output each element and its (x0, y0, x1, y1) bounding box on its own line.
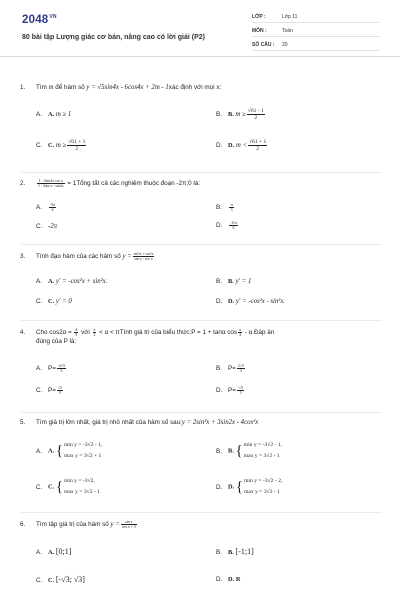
option-text: P= (48, 365, 56, 373)
fraction-numerator: -5π (50, 203, 56, 207)
system-line: min y = -3√2 - 1, (64, 442, 103, 448)
meta-value: Lớp 11 (282, 14, 298, 20)
option-d[interactable] (216, 386, 245, 395)
question-5 (20, 418, 382, 508)
site-logo[interactable] (22, 14, 57, 26)
option-label: D. (216, 222, 223, 230)
fraction-denominator: 3 (239, 391, 242, 395)
question-3 (20, 252, 382, 314)
option-text: y' = -cos²x - sin²x. (235, 298, 286, 305)
stem-fraction (121, 520, 137, 529)
option-label: A. (36, 111, 42, 118)
option-letter: B. (228, 278, 234, 285)
fraction-numerator: 2√5 (237, 364, 244, 368)
question-number: 6. (20, 521, 26, 528)
system-line: min y = -3√2 - 2, (244, 478, 283, 484)
option-text: m < (235, 142, 248, 150)
option-system (64, 440, 102, 462)
option-c[interactable] (36, 298, 72, 306)
fraction-numerator: -√5 (237, 386, 244, 390)
fraction-numerator: √61 + 1 (249, 139, 267, 145)
fraction-denominator: 6 (232, 226, 235, 230)
option-letter: A. (48, 278, 55, 285)
option-b[interactable] (216, 108, 266, 121)
option-a[interactable] (36, 548, 71, 557)
option-fraction (247, 108, 265, 121)
option-system (244, 476, 282, 498)
stem-text: để hàm số (53, 84, 87, 91)
option-a[interactable] (36, 111, 71, 119)
option-a[interactable] (36, 364, 67, 373)
question-1 (20, 83, 382, 158)
question-stem (36, 418, 382, 427)
stem-text: - α.Đáp án (243, 329, 275, 337)
option-text: y' = 1 (235, 278, 252, 285)
option-d[interactable] (216, 298, 285, 306)
stem-fraction (93, 328, 97, 337)
stem-math: y = 2sin²x + 3sin2x - 4cos²x (181, 419, 259, 426)
option-system (244, 440, 282, 462)
option-label: A. (36, 278, 42, 285)
option-letter: B. (228, 447, 234, 455)
option-label: C. (36, 223, 43, 230)
stem-math: y = (110, 521, 120, 529)
stem-fraction (74, 328, 78, 337)
option-b[interactable] (216, 203, 235, 212)
option-system (64, 476, 100, 498)
fraction-denominator: cos x + 3 (121, 525, 136, 529)
divider (20, 512, 382, 513)
option-letter: D. (228, 142, 235, 150)
fraction-numerator: √5 (57, 386, 62, 390)
question-4 (20, 328, 382, 406)
option-letter: A. (48, 447, 55, 455)
fraction-denominator: 3 (239, 369, 242, 373)
question-stem (36, 328, 382, 346)
option-letter: B. (228, 549, 234, 556)
option-text: y' = -cos²x + sin²x. (55, 278, 108, 285)
option-label: D. (216, 142, 223, 150)
system-line: max y = 3√2 - 1 (244, 489, 280, 495)
question-stem (36, 520, 382, 529)
meta-row-class (252, 10, 380, 23)
fraction-numerator: 1 - 2sin2x cos x (38, 179, 63, 183)
option-letter: C. (48, 577, 55, 584)
option-label: C. (36, 142, 43, 150)
option-label: A. (36, 365, 42, 373)
option-label: D. (216, 483, 223, 491)
question-number: 4. (20, 329, 26, 336)
meta-row-count (252, 38, 380, 51)
stem-math: y = √5sin4x - 6cos4x + 2m - 1 (86, 84, 169, 91)
option-a[interactable] (36, 440, 102, 462)
stem-text: với (79, 329, 92, 337)
fraction-numerator: π (239, 328, 241, 332)
meta-row-subject (252, 24, 380, 37)
logo-suffix: VN (49, 14, 57, 20)
option-text: m ≥ (55, 142, 67, 150)
option-fraction (57, 386, 63, 395)
option-letter: B. (228, 111, 234, 119)
meta-value: 20 (282, 42, 288, 48)
question-number: 5. (20, 419, 26, 426)
option-fraction (237, 386, 244, 395)
question-stem (36, 252, 382, 261)
stem-text: = 1Tổng tất cả các nghiệm thuộc đoạn -2π;0 là: (65, 180, 201, 188)
option-label: D. (216, 576, 223, 583)
option-label: B. (216, 111, 222, 119)
fraction-denominator: 2 (254, 115, 258, 121)
question-stem (36, 179, 382, 188)
option-fraction (229, 203, 234, 212)
option-letter: D. (228, 298, 235, 305)
fraction-numerator: √61 + 1 (68, 139, 86, 145)
option-d[interactable] (216, 576, 240, 584)
option-text: R (235, 576, 241, 583)
fraction-denominator: 9 (75, 333, 78, 337)
brace-icon: { (55, 442, 64, 459)
option-text: [-√3; √3] (55, 575, 85, 584)
question-number: 2. (20, 180, 26, 187)
meta-label: SỐ CÂU : (252, 42, 275, 48)
stem-text: < α < πTính giá trị của biểu thức:P = 1 + tanα cos (97, 329, 238, 337)
fraction-denominator: sin x - cos x (134, 257, 153, 261)
system-line: max y = 3√2 - 1 (243, 453, 280, 459)
fraction-numerator: -11π (230, 221, 237, 225)
option-fraction (248, 139, 267, 152)
fraction-denominator: 1 - 2sin x - sin2x (38, 184, 64, 188)
stem-text: Tính đạo hàm của các hàm số (36, 253, 123, 261)
option-letter: A. (48, 549, 55, 556)
meta-label: MÔN : (252, 28, 267, 34)
option-text: P= (228, 365, 236, 373)
option-label: C. (36, 483, 43, 491)
logo-text: 2048 (22, 14, 49, 26)
option-text: [0;1] (55, 547, 72, 556)
stem-text: đúng của P là: (36, 338, 77, 346)
question-number: 3. (20, 253, 26, 260)
fraction-denominator: 2 (75, 146, 79, 152)
option-fraction (67, 139, 86, 152)
meta-value: Toán (282, 28, 293, 34)
option-a[interactable] (36, 278, 107, 286)
brace-icon: { (235, 478, 244, 495)
divider (20, 244, 382, 245)
option-label: A. (36, 447, 42, 455)
stem-math: m (48, 84, 54, 91)
fraction-numerator: -2√5 (57, 364, 66, 368)
stem-fraction (238, 328, 242, 337)
option-d[interactable] (216, 476, 282, 498)
stem-text: Cho cos2α = (36, 329, 74, 337)
fraction-denominator: 3 (60, 369, 63, 373)
option-fraction (57, 364, 66, 373)
fraction-denominator: 6 (51, 208, 54, 212)
option-text: P= (48, 387, 56, 395)
stem-math: y = (122, 253, 132, 261)
question-2 (20, 179, 382, 239)
document-header (0, 0, 400, 57)
option-label: B. (216, 549, 222, 556)
fraction-numerator: π (93, 328, 96, 332)
option-label: B. (216, 447, 222, 455)
divider (20, 412, 382, 413)
system-line: max y = 3√2 + 1 (64, 453, 102, 459)
option-label: D. (216, 298, 223, 305)
option-text: y' = 0 (55, 298, 72, 305)
system-line: min y = -3√2, (64, 478, 95, 484)
fraction-denominator: 3 (58, 391, 61, 395)
option-d[interactable] (216, 139, 268, 152)
system-line: min y = -3√2 - 1, (243, 442, 282, 448)
stem-fraction (37, 179, 65, 188)
option-b[interactable] (216, 548, 254, 557)
option-text: -2π (48, 223, 58, 230)
fraction-numerator: 4 (75, 328, 78, 332)
fraction-denominator: 2 (93, 333, 96, 337)
brace-icon: { (55, 478, 64, 495)
stem-text: xác định với mọi x: (168, 84, 222, 91)
option-fraction (49, 203, 56, 212)
option-c[interactable] (36, 223, 57, 231)
meta-label: LỚP : (252, 14, 266, 20)
question-number: 1. (20, 84, 26, 91)
option-letter: C. (48, 298, 55, 305)
fraction-numerator: √61 - 1 (247, 108, 264, 114)
option-c[interactable] (36, 139, 87, 152)
document-title: 80 bài tập Lượng giác cơ bản, nâng cao có lời giải (P2) (22, 34, 205, 41)
option-c[interactable] (36, 476, 100, 498)
fraction-numerator: -π (230, 203, 234, 207)
option-label: B. (216, 365, 222, 373)
stem-text: Tìm tập giá trị của hàm số (36, 521, 111, 529)
option-label: A. (36, 204, 42, 212)
option-fraction (229, 221, 238, 230)
option-b[interactable] (216, 364, 246, 373)
option-letter: D. (228, 576, 235, 583)
option-label: D. (216, 387, 223, 395)
fraction-denominator: 4 (239, 333, 241, 337)
option-a[interactable] (36, 203, 57, 212)
option-label: B. (216, 278, 222, 285)
option-label: C. (36, 298, 43, 305)
brace-icon: { (235, 442, 243, 459)
option-letter: C. (48, 483, 55, 491)
fraction-denominator: 2 (256, 146, 260, 152)
stem-fraction (133, 252, 155, 261)
option-label: C. (36, 577, 43, 584)
option-label: A. (36, 549, 42, 556)
system-line: max y = 3√2 - 1 (64, 489, 100, 495)
option-label: C. (36, 387, 43, 395)
option-text: m ≥ (235, 111, 246, 119)
fraction-numerator: sin x (121, 520, 137, 525)
fraction-denominator: 3 (230, 208, 233, 212)
option-text: m ≥ 1 (55, 111, 72, 118)
divider (20, 172, 382, 173)
option-c[interactable] (36, 386, 64, 395)
option-b[interactable] (216, 278, 251, 286)
fraction-numerator: sin³x + cos³x (133, 252, 154, 256)
option-c[interactable] (36, 576, 85, 585)
option-letter: A. (48, 111, 55, 118)
option-b[interactable] (216, 440, 282, 462)
stem-text: Tìm giá trị lớn nhất, giá trị nhỏ nhất của hàm số sau: (36, 419, 182, 426)
option-letter: D. (228, 483, 235, 491)
option-fraction (237, 364, 245, 373)
option-d[interactable] (216, 221, 239, 230)
question-6 (20, 520, 382, 596)
option-text: P= (228, 387, 236, 395)
document-meta (252, 10, 380, 52)
option-text: [-1;1] (235, 547, 254, 556)
question-stem (36, 83, 382, 92)
option-letter: C. (48, 142, 55, 150)
stem-text: Tìm (36, 84, 49, 91)
option-label: B. (216, 204, 222, 212)
divider (20, 320, 382, 321)
